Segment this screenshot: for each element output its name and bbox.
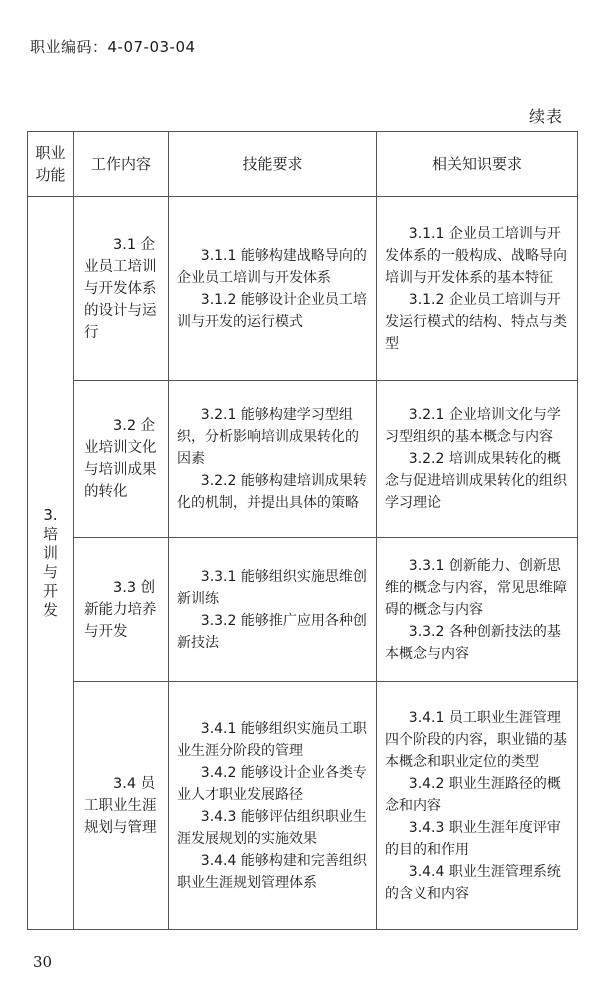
skills-cell [169, 197, 377, 381]
work-content-cell [74, 381, 169, 538]
knowledge-item: 3.1.1 企业员工培训与开发体系的一般构成、战略导向培训与开发体系的基本特征 [385, 225, 567, 286]
skill-item: 3.4.2 能够设计企业各类专业人才职业发展路径 [177, 764, 367, 803]
table-row [28, 682, 578, 930]
skill-item: 3.1.1 能够构建战略导向的企业员工培训与开发体系 [177, 247, 367, 286]
skills-cell [169, 538, 377, 682]
function-cell [28, 197, 74, 930]
function-char: 培 [42, 525, 58, 543]
continued-label: 续表 [528, 107, 563, 126]
table-row [28, 381, 578, 538]
knowledge-item: 3.4.1 员工职业生涯管理四个阶段的内容，职业锚的基本概念和职业定位的类型 [385, 709, 567, 770]
knowledge-cell [377, 682, 578, 930]
work-content-cell [74, 538, 169, 682]
work-content: 3.3 创新能力培养与开发 [84, 579, 157, 640]
skills-cell [169, 682, 377, 930]
function-char: 发 [42, 601, 58, 619]
knowledge-item: 3.2.1 企业培训文化与学习型组织的基本概念与内容 [385, 407, 561, 445]
work-content: 3.2 企业培训文化与培训成果的转化 [84, 418, 157, 500]
skill-item: 3.4.1 能够组织实施员工职业生涯分阶段的管理 [177, 720, 367, 759]
skills-cell [169, 381, 377, 538]
knowledge-item: 3.4.4 职业生涯管理系统的含义和内容 [385, 863, 561, 902]
occupation-code: 职业编码：4-07-03-04 [30, 38, 196, 56]
function-char: 开 [42, 582, 58, 600]
work-content-cell [74, 682, 169, 930]
skill-item: 3.1.2 能够设计企业员工培训与开发的运行模式 [177, 291, 367, 330]
function-char: 训 [42, 544, 58, 562]
knowledge-item: 3.1.2 企业员工培训与开发运行模式的结构、特点与类型 [385, 291, 567, 352]
skill-item: 3.4.4 能够构建和完善组织职业生涯规划管理体系 [177, 852, 367, 891]
function-char: 与 [42, 563, 58, 581]
header-knowledge: 相关知识要求 [377, 132, 578, 197]
knowledge-cell [377, 538, 578, 682]
work-content: 3.4 员工职业生涯规划与管理 [84, 775, 157, 836]
header-function: 职业 功能 [28, 132, 74, 197]
table-header-row [28, 132, 578, 197]
skill-item: 3.2.1 能够构建学习型组织，分析影响培训成果转化的因素 [177, 407, 359, 467]
skill-item: 3.3.1 能够组织实施思维创新训练 [177, 568, 367, 607]
table-row [28, 538, 578, 682]
knowledge-item: 3.3.1 创新能力、创新思维的概念与内容，常见思维障碍的概念与内容 [385, 557, 567, 618]
header-content: 工作内容 [74, 132, 169, 197]
knowledge-item: 3.4.2 职业生涯路径的概念和内容 [385, 775, 561, 814]
knowledge-cell [377, 381, 578, 538]
page-number: 30 [33, 953, 53, 971]
work-content: 3.1 企业员工培训与开发体系的设计与运行 [84, 236, 157, 341]
skill-item: 3.3.2 能够推广应用各种创新技法 [177, 612, 367, 651]
knowledge-cell [377, 197, 578, 381]
knowledge-item: 3.4.3 职业生涯年度评审的目的和作用 [385, 819, 561, 858]
knowledge-item: 3.3.2 各种创新技法的基本概念与内容 [385, 623, 561, 662]
skill-standard-table [27, 131, 578, 930]
function-number: 3. [43, 506, 58, 524]
knowledge-item: 3.2.2 培训成果转化的概念与促进培训成果转化的组织学习理论 [385, 451, 567, 511]
header-skills: 技能要求 [169, 132, 377, 197]
skill-item: 3.2.2 能够构建培训成果转化的机制，并提出具体的策略 [177, 473, 367, 511]
table-row [28, 197, 578, 381]
skill-item: 3.4.3 能够评估组织职业生涯发展规划的实施效果 [177, 808, 367, 847]
work-content-cell [74, 197, 169, 381]
